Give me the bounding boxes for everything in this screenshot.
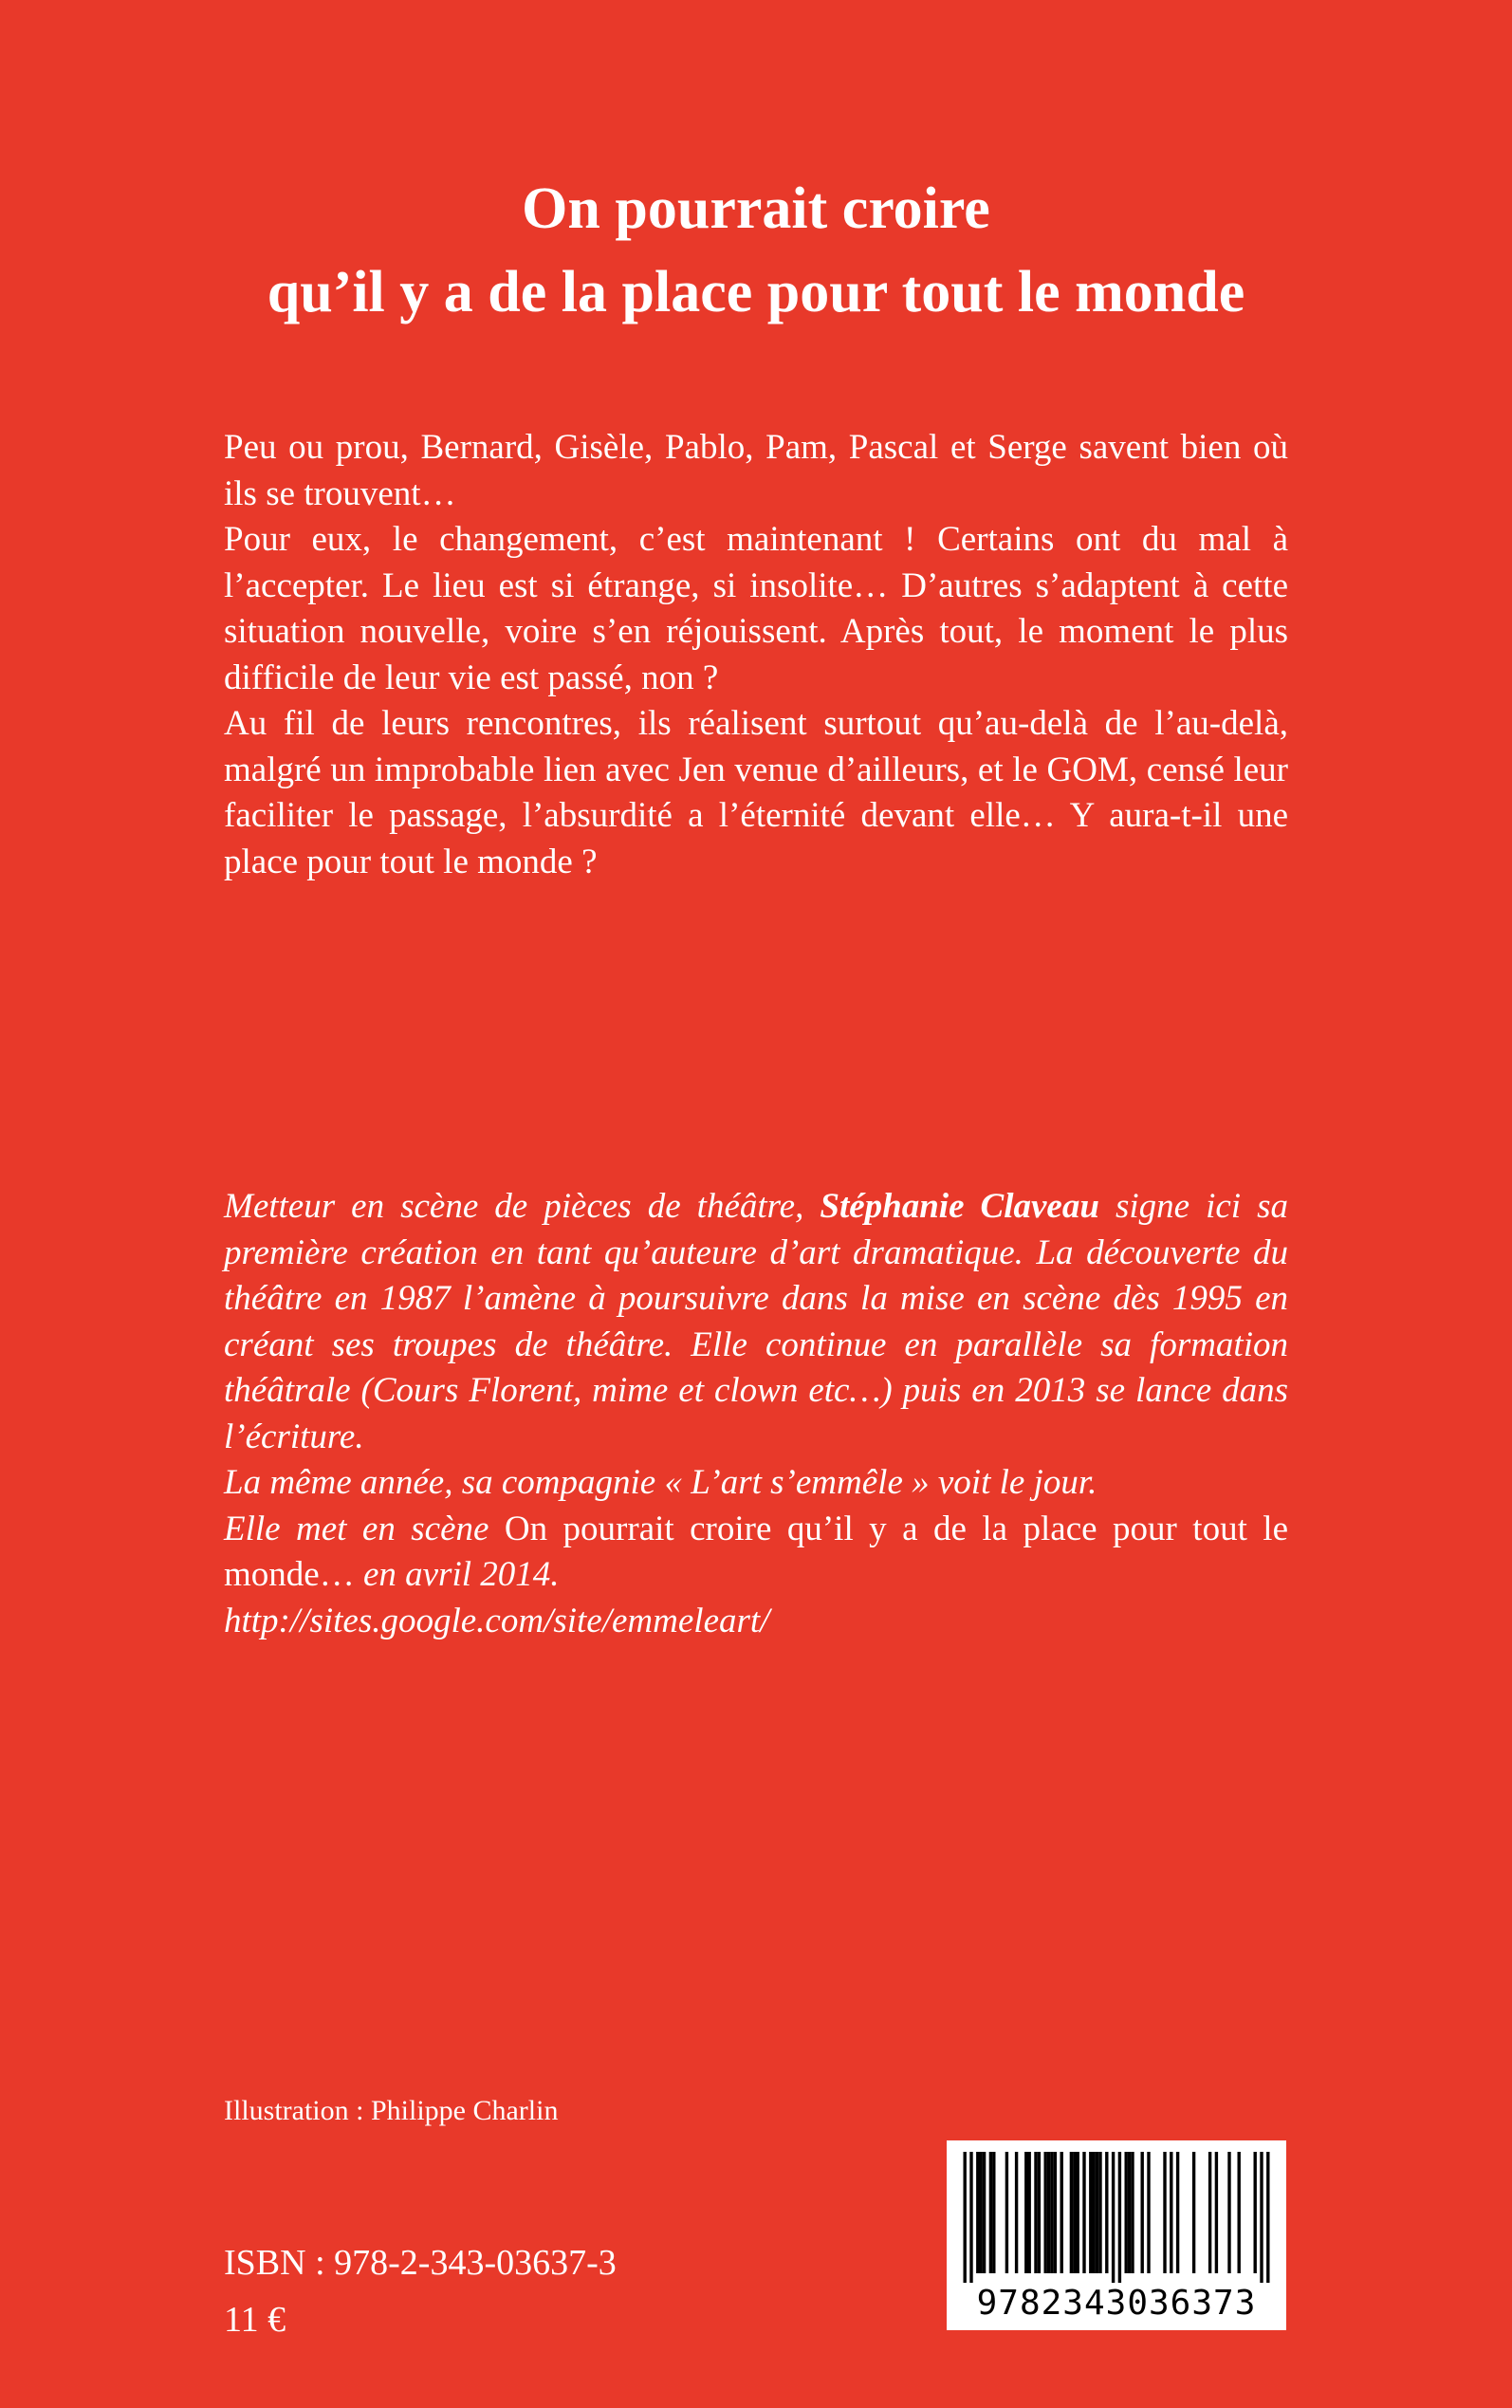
barcode-bar <box>1093 2152 1096 2273</box>
barcode-bar <box>1005 2152 1008 2273</box>
barcode-bar <box>1096 2152 1098 2273</box>
barcode-bar <box>1024 2152 1027 2273</box>
barcode-bar <box>1060 2152 1063 2273</box>
company-website: http://sites.google.com/site/emmeleart/ <box>224 1601 770 1640</box>
barcode-bar <box>1047 2152 1050 2273</box>
title-line-1: On pourrait croire <box>522 176 990 241</box>
barcode-bar <box>1254 2152 1257 2273</box>
barcode-bar <box>1038 2152 1041 2273</box>
bio-paragraph-3 <box>224 1507 1288 1599</box>
barcode-bar <box>969 2152 972 2283</box>
synopsis <box>224 425 1288 885</box>
barcode <box>947 2140 1286 2330</box>
synopsis-paragraph-3: Au fil de leurs rencontres, ils réalisent surtout qu’au-delà de l’au-delà, malgré un improbable lien avec Jen venue d’ailleurs, et le GOM, censé leur faciliter le passage, l’absurdité a l’éternité devant elle… Y aura-t-il une place pour tout le monde ? <box>224 704 1288 881</box>
barcode-bar <box>1208 2152 1211 2273</box>
barcode-bar <box>992 2152 995 2273</box>
barcode-bar <box>1128 2152 1131 2273</box>
barcode-bar <box>1170 2152 1172 2273</box>
author-name: Stéphanie Claveau <box>820 1187 1099 1226</box>
barcode-bar <box>1147 2152 1150 2273</box>
bio-paragraph-1 <box>224 1184 1288 1460</box>
barcode-bar <box>1098 2152 1101 2273</box>
barcode-bar <box>1176 2152 1179 2273</box>
synopsis-paragraph-2: Pour eux, le changement, c’est maintenant ! Certains ont du mal à l’accepter. Le lieu est si étrange, si insolite… D’autres s’adaptent à cette situation nouvelle, voire s’en réjouissent. Après tout, le moment le plus difficile de leur vie est passé, non ? <box>224 520 1288 697</box>
barcode-bar <box>1050 2152 1053 2273</box>
barcode-bar <box>1163 2152 1166 2273</box>
barcode-bar <box>964 2152 967 2283</box>
barcode-bar <box>1044 2152 1047 2273</box>
barcode-bar <box>1192 2152 1195 2273</box>
barcode-bar <box>980 2152 983 2273</box>
barcode-bars <box>947 2140 1286 2283</box>
play-title-mention: On pourrait croire qu’il y a de la place pour tout le monde… <box>224 1509 1288 1594</box>
barcode-bar <box>1054 2152 1057 2273</box>
barcode-bar <box>1215 2152 1218 2273</box>
bio-intro: Metteur en scène de pièces de théâtre, <box>224 1187 821 1226</box>
book-title <box>0 167 1512 334</box>
bio-body: signe ici sa première création en tant qu’auteure d’art dramatique. La découverte du théâtre en 1987 l’amène à poursuivre dans la mise en scène dès 1995 en créant ses troupes de théâtre. Elle continue en parallèle sa formation théâtrale (Cours Florent, mime et clown etc…) puis en 2013 se lance dans l’écriture. <box>224 1187 1288 1456</box>
barcode-digits: 9782343036373 <box>976 2284 1257 2323</box>
barcode-bar <box>1118 2152 1121 2283</box>
price: 11 € <box>224 2300 286 2340</box>
barcode-bar <box>1015 2152 1018 2273</box>
barcode-bar <box>1260 2152 1263 2283</box>
barcode-bar <box>1077 2152 1079 2273</box>
title-line-2: qu’il y a de la place pour tout le monde <box>267 260 1245 324</box>
barcode-bar <box>1266 2152 1269 2283</box>
barcode-bar <box>1131 2152 1134 2273</box>
barcode-bar <box>1141 2152 1144 2273</box>
author-bio <box>224 1184 1288 1644</box>
bio-paragraph-2: La même année, sa compagnie « L’art s’emmêle » voit le jour. <box>224 1463 1097 1502</box>
barcode-bar <box>1238 2152 1241 2273</box>
bio-staging-intro: Elle met en scène <box>224 1509 505 1548</box>
barcode-bar <box>983 2152 986 2273</box>
barcode-bar <box>976 2152 979 2273</box>
barcode-bar <box>1125 2152 1128 2273</box>
isbn: ISBN : 978-2-343-03637-3 <box>224 2243 617 2283</box>
illustration-credit: Illustration : Philippe Charlin <box>224 2095 559 2126</box>
barcode-bar <box>989 2152 992 2273</box>
barcode-bar <box>1112 2152 1115 2283</box>
barcode-bar <box>1089 2152 1092 2273</box>
barcode-bar <box>1028 2152 1031 2273</box>
barcode-bar <box>1227 2152 1230 2273</box>
barcode-bar <box>1034 2152 1037 2273</box>
synopsis-paragraph-1: Peu ou prou, Bernard, Gisèle, Pablo, Pam, Pascal et Serge savent bien où ils se trouvent… <box>224 428 1288 513</box>
barcode-bar <box>1105 2152 1108 2273</box>
barcode-bar <box>1073 2152 1076 2273</box>
barcode-bar <box>1082 2152 1085 2273</box>
barcode-bar <box>1070 2152 1073 2273</box>
bio-staging-date: en avril 2014. <box>354 1555 560 1594</box>
